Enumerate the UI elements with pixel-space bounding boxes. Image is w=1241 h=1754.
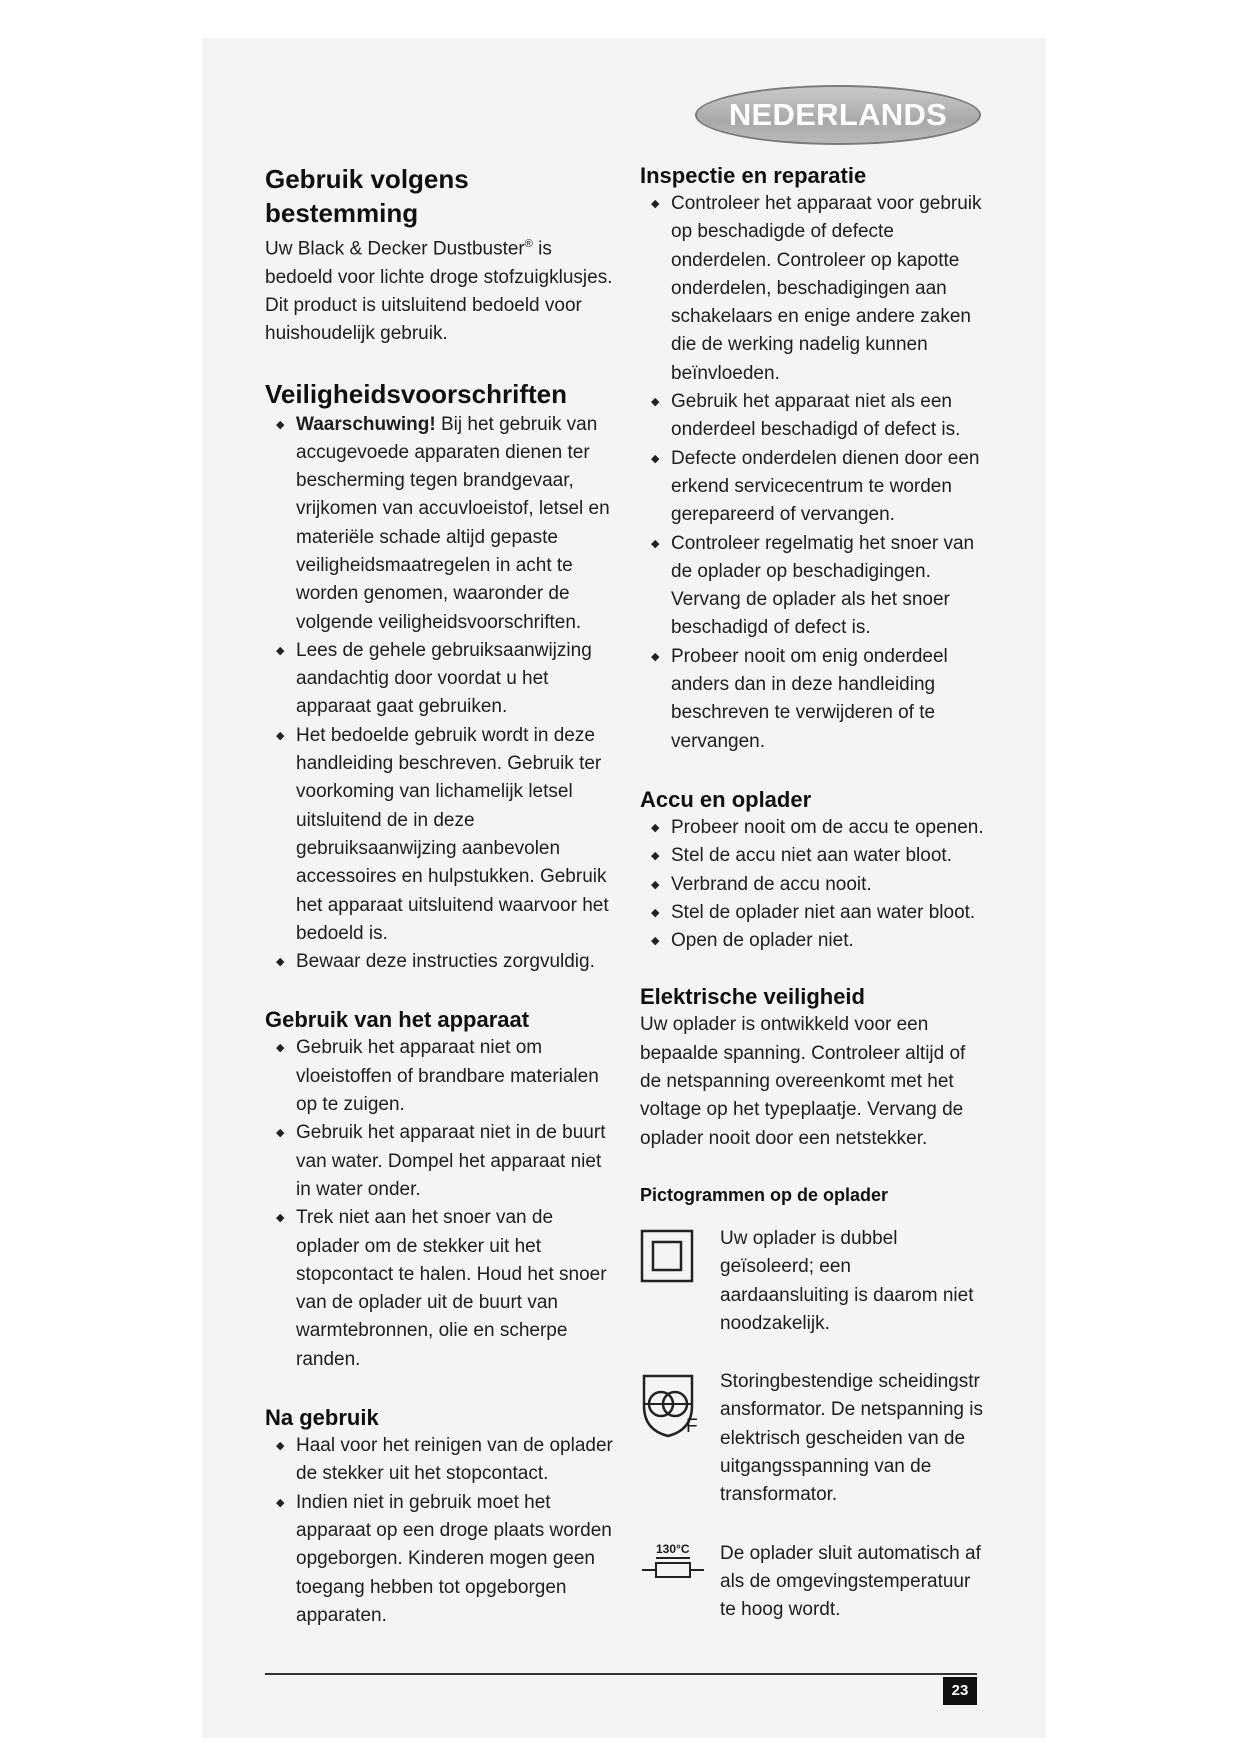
list-item: ◆ Het bedoelde gebruik wordt in deze handleiding beschreven. Gebruik ter voorkoming van lichamelijk letsel uitsluitend de in deze gebruiksaanwijzing aanbevolen accessoires en hulpstukken. Gebruik het apparaat uitsluitend waarvoor het bedoeld is. xyxy=(265,722,620,948)
section-after-use xyxy=(265,1404,620,1630)
list-item: ◆ Indien niet in gebruik moet het apparaat op een droge plaats worden opgeborgen. Kinderen mogen geen toegang hebben tot opgeborgen apparaten. xyxy=(265,1489,620,1630)
electrical-text: Uw oplader is ontwikkeld voor een bepaalde spanning. Controleer altijd of de netspanning overeenkomt met het voltage op het typeplaatje. Vervang de oplader nooit door een netstekker. xyxy=(640,1014,966,1149)
left-column xyxy=(265,162,620,1630)
footer-rule xyxy=(265,1673,977,1675)
double-insulation-icon xyxy=(640,1229,694,1288)
list-item: ◆ Verbrand de accu nooit. xyxy=(640,871,985,899)
section-title: Pictogrammen op de oplader xyxy=(640,1184,889,1205)
page-number: 23 xyxy=(943,1677,977,1705)
section-safety xyxy=(265,377,620,977)
section-intended-use xyxy=(265,162,620,349)
battery-list xyxy=(640,814,985,955)
thermal-cutout-label: 130°C xyxy=(656,1541,690,1556)
language-badge: NEDERLANDS xyxy=(695,85,981,145)
thermal-cutout-icon xyxy=(640,1541,706,1589)
right-column xyxy=(640,162,985,1624)
intended-use-text: Uw Black & Decker Dustbuster® is bedoeld voor lichte droge stofzuigklusjes. Dit product is uitsluitend bedoeld voor huishoudelijk gebruik. xyxy=(265,238,613,345)
list-item: ◆ Probeer nooit om de accu te openen. xyxy=(640,814,985,842)
list-item: ◆ Defecte onderdelen dienen door een erkend servicecentrum te worden gerepareerd of vervangen. xyxy=(640,445,985,530)
list-item: ◆ Waarschuwing! Bij het gebruik van accugevoede apparaten dienen ter bescherming tegen brandgevaar, vrijkomen van accuvloeistof, letsel en materiële schade altijd gepaste veiligheidsmaatregelen in acht te worden genomen, waaronder de volgende veiligheidsvoorschriften. xyxy=(265,411,620,637)
safety-list xyxy=(265,411,620,977)
inspection-list xyxy=(640,190,985,756)
section-title: Gebruik van het apparaat xyxy=(265,1007,530,1033)
list-item: ◆ Bewaar deze instructies zorgvuldig. xyxy=(265,948,620,976)
section-title: Na gebruik xyxy=(265,1405,379,1431)
section-title: Inspectie en reparatie xyxy=(640,163,867,188)
list-item: ◆ Stel de oplader niet aan water bloot. xyxy=(640,899,985,927)
section-pictograms xyxy=(640,1183,985,1625)
list-item: ◆ Stel de accu niet aan water bloot. xyxy=(640,842,985,870)
after-use-list xyxy=(265,1432,620,1630)
pictogram-text: Storingbestendige scheidingstr ansformator. De netspanning is elektrisch gescheiden van de uitgangsspanning van de transformator. xyxy=(720,1371,983,1506)
section-inspection xyxy=(640,162,985,756)
pictogram-row xyxy=(640,1225,985,1338)
list-item: ◆ Haal voor het reinigen van de oplader de stekker uit het stopcontact. xyxy=(265,1432,620,1489)
list-item: ◆ Controleer het apparaat voor gebruik op beschadigde of defecte onderdelen. Controleer op kapotte onderdelen, beschadigingen aan schakelaars en enige andere zaken die de werking nadelig kunnen beïnvloeden. xyxy=(640,190,985,388)
pictogram-text: De oplader sluit automatisch af als de omgevingstemperatuur te hoog wordt. xyxy=(720,1542,981,1621)
list-item: ◆ Probeer nooit om enig onderdeel anders dan in deze handleiding beschreven te verwijderen of te vervangen. xyxy=(640,643,985,756)
safety-isolating-transformer-icon xyxy=(640,1372,700,1447)
list-item: ◆ Gebruik het apparaat niet om vloeistoffen of brandbare materialen op te zuigen. xyxy=(265,1034,620,1119)
transformer-letter: F xyxy=(686,1416,698,1438)
registered-mark: ® xyxy=(524,238,533,250)
section-title: Elektrische veiligheid xyxy=(640,984,865,1010)
section-use xyxy=(265,1006,620,1374)
pictogram-row xyxy=(640,1368,985,1509)
list-item: ◆ Gebruik het apparaat niet in de buurt van water. Dompel het apparaat niet in water onder. xyxy=(265,1119,620,1204)
pictogram-row xyxy=(640,1540,985,1625)
section-battery xyxy=(640,786,985,955)
pictogram-list xyxy=(640,1225,985,1625)
list-item: ◆ Open de oplader niet. xyxy=(640,927,985,955)
use-list xyxy=(265,1034,620,1374)
pictogram-text: Uw oplader is dubbel geïsoleerd; een aardaansluiting is daarom niet noodzakelijk. xyxy=(720,1227,974,1334)
section-title: Veiligheidsvoorschriften xyxy=(265,378,567,409)
list-item: ◆ Lees de gehele gebruiksaanwijzing aandachtig door voordat u het apparaat gaat gebruiken. xyxy=(265,637,620,722)
section-title: Gebruik volgens bestemming xyxy=(265,164,469,228)
list-item: ◆ Trek niet aan het snoer van de oplader om de stekker uit het stopcontact te halen. Houd het snoer van de oplader uit de buurt van warmtebronnen, olie en scherpe randen. xyxy=(265,1204,620,1374)
list-item: ◆ Controleer regelmatig het snoer van de oplader op beschadigingen. Vervang de oplader als het snoer beschadigd of defect is. xyxy=(640,530,985,643)
list-item: ◆ Gebruik het apparaat niet als een onderdeel beschadigd of defect is. xyxy=(640,388,985,445)
section-electrical xyxy=(640,983,985,1152)
warning-label: Waarschuwing! xyxy=(296,413,436,435)
section-title: Accu en oplader xyxy=(640,786,812,812)
